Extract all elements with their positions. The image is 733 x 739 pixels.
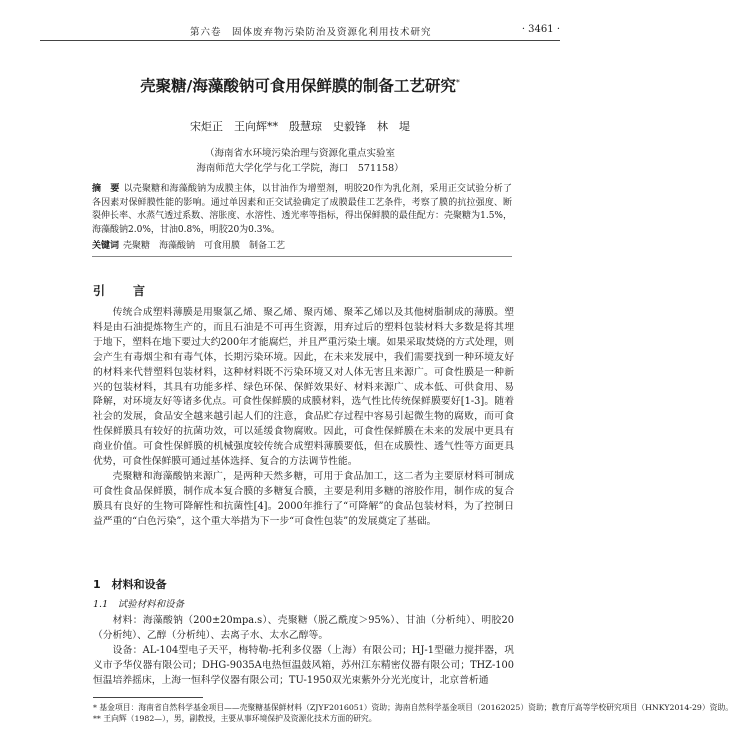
title-text: 壳聚糖/海藻酸钠可食用保鲜膜的制备工艺研究 — [140, 77, 456, 95]
keywords — [92, 238, 285, 251]
running-title: 第六卷 固体废弃物污染防治及资源化利用技术研究 — [190, 27, 432, 38]
intro-heading: 引 言 — [93, 284, 154, 298]
affiliation-line-2: 海南师范大学化学与化工学院，海口 571158） — [196, 163, 404, 174]
footnotes — [93, 702, 733, 724]
abstract-divider — [92, 256, 512, 257]
affiliation-line-1: （海南省水环境污染治理与资源化重点实验室 — [204, 148, 395, 159]
page-number: · 3461 · — [521, 24, 560, 35]
section-1-heading: 1 材料和设备 — [93, 578, 167, 591]
footnote-divider — [93, 697, 203, 698]
paper-title — [0, 74, 600, 96]
equipment-paragraph: 设备：AL-104型电子天平，梅特勒-托利多仪器（上海）有限公司；HJ-1型磁力搅拌器，巩义市予华仪器有限公司；DHG-9035A电热恒温鼓风箱，苏州江东精密仪器有限公司；THZ-100恒温培养摇床，上海一恒科学仪器有限公司；TU-1950双光束紫外分光光度计，北京普析通 — [93, 644, 514, 686]
intro-paragraph-2: 壳聚糖和海藻酸钠来源广，是两种天然多糖，可用于食品加工，这二者为主要原材料可制成可食性食品保鲜膜，制作成本复合膜的多糖复合膜，主要是利用多糖的溶胶作用，制作成的复合膜具有良好的生物可降解性和抗菌性[4]。2000年推行了“可降解”的食品包装材料，为了控制日益严重的“白色污染”，这个重大举措为下一步“可食性包装”的发展奠定了基础。 — [93, 470, 514, 527]
abstract — [92, 183, 512, 237]
materials-body — [93, 614, 514, 689]
intro-paragraph-1: 传统合成塑料薄膜是用聚氯乙烯、聚乙烯、聚丙烯、聚苯乙烯以及其他树脂制成的薄膜。塑料是由石油提炼物生产的，而且石油是不可再生资源，用弃过后的塑料包装材料大多数是将其埋于地下，塑料在地下要过大约200年才能腐烂，并且严重污染土壤。如果采取焚烧的方式处理，则会产生有毒烟尘和有毒气体，长期污染环境。因此，在未来发展中，我们需要找到一种环境友好的材料来代替塑料包装材料，这种材料既不污染环境又对人体无害且来源广。可食性膜是一种新兴的包装材料，其具有功能多样、绿色环保、保鲜效果好、材料来源广、成本低、可供食用、易降解，对环境友好等诸多优点。可食性保鲜膜的成膜材料，选气性比传统保鲜膜要好[1-3]。随着社会的发展，食品安全越来越引起人们的注意，食品贮存过程中容易引起微生物的腐败，而可食性保鲜膜具有较好的抗菌功效，可以延缓食物腐败。因此，可食性保鲜膜在未来的发展中更具有商业价值。可食性保鲜膜的机械强度较传统合成塑料薄膜要低，但在成膜性、透气性等方面更具优势，可食性保鲜膜可通过基体选择、复合的方法调节性能。 — [93, 307, 514, 468]
title-footnote-mark: * — [455, 77, 460, 87]
keywords-label: 关键词 — [92, 241, 120, 251]
materials-paragraph: 材料：海藻酸钠（200±20mpa.s）、壳聚糖（脱乙酰度＞95%）、甘油（分析纯）、明胶20（分析纯）、乙醇（分析纯）、去离子水、太水乙醇等。 — [93, 615, 514, 641]
author-list: 宋炬正 王向辉** 殷慧琼 史毅锋 林 堤 — [190, 120, 410, 133]
abstract-label: 摘 要 — [92, 184, 120, 194]
section-1-1-heading: 1.1 试验材料和设备 — [93, 599, 185, 610]
abstract-text: 以壳聚糖和海藻酸钠为成膜主体，以甘油作为增塑剂，明胶20作为乳化剂，采用正交试验分析了各因素对保鲜膜性能的影响。通过单因素和正交试验确定了成膜最佳工艺条件，考察了膜的抗拉强度、断裂伸长率、水蒸气透过系数、溶胀度、水溶性、透光率等指标，得出保鲜膜的最佳配方：壳聚糖为1.5%，海藻酸钠2.0%，甘油0.8%，明胶20为0.3%。 — [92, 184, 512, 235]
footnote-funding: * 基金项目：海南省自然科学基金项目——壳聚糖基保鲜材料（ZJYF2016051）资助；海南自然科学基金项目（20162025）资助；教育厅高等学校研究项目（HNKY2014-29）资助。 — [93, 703, 733, 712]
intro-body — [93, 306, 514, 530]
running-header — [40, 22, 560, 41]
keywords-text: 壳聚糖 海藻酸钠 可食用膜 制备工艺 — [123, 241, 286, 251]
footnote-author: ** 王向辉（1982—），男，副教授，主要从事环境保护及资源化技术方面的研究。 — [93, 714, 377, 723]
